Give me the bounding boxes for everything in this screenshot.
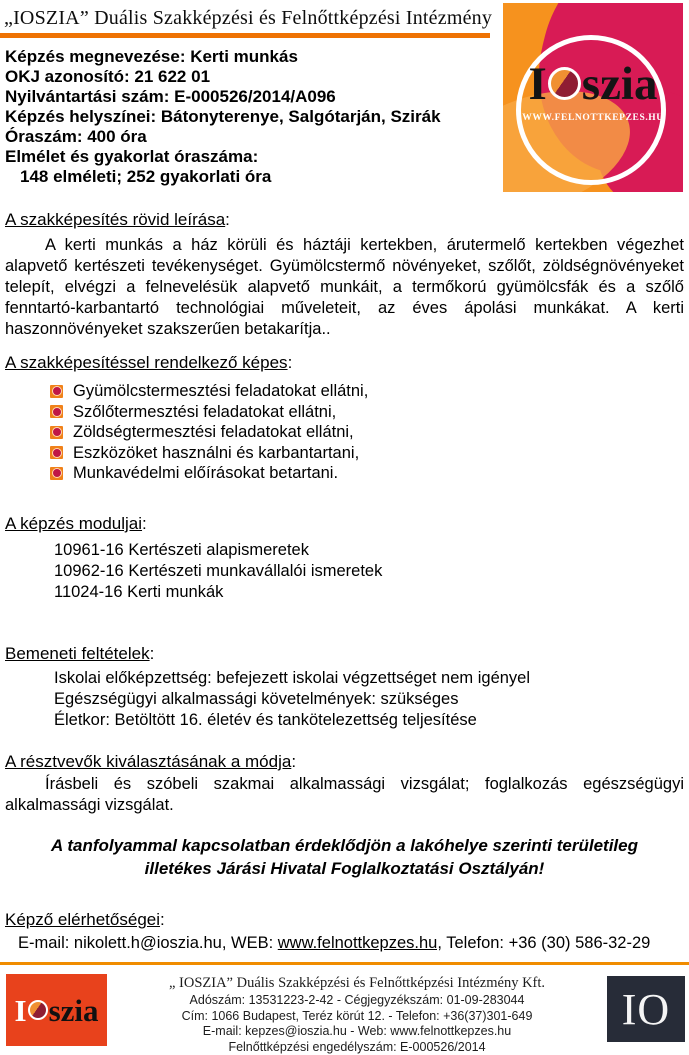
logo-letter-i: I bbox=[14, 995, 26, 1026]
theory-practice-label-line: Elmélet és gyakorlat óraszáma: bbox=[5, 147, 684, 167]
logo-o-circle-icon bbox=[548, 67, 581, 100]
section-heading-modules: A képzés moduljai: bbox=[5, 514, 684, 534]
description-paragraph: A kerti munkás a ház körüli és háztáji kertekben, árutermelő kertekben végezhet alapvető kertészeti tevékenységet. Gyümölcstermő növényeket, szőlőt, zöldségnövényeket telepít, elvégzi a felnevelésük alapvető munkáit, a termőkorú gyümölcsfák és a szőlő fenntartó-karbantartó technológiai műveleteit, az éves ápolási munkákat. A kerti haszonnövényeket szakszerűen betakarítja.. bbox=[5, 235, 684, 340]
entry-line: Életkor: Betöltött 16. életév és tankötelezettség teljesítése bbox=[54, 710, 684, 731]
logo-bullet-icon bbox=[50, 426, 63, 439]
institution-title: „IOSZIA” Duális Szakképzési és Felnőttképzési Intézmény bbox=[0, 0, 689, 31]
section-heading-entry: Bemeneti feltételek: bbox=[5, 644, 684, 664]
district-office-notice: A tanfolyammal kapcsolatban érdeklődjön a lakóhelye szerinti területileg illetékes Járási Hivatal Foglalkoztatási Osztályán! bbox=[5, 834, 684, 880]
logo-letters-szia: szia bbox=[49, 995, 99, 1026]
footer-address-line: Cím: 1066 Budapest, Teréz körút 12. - Telefon: +36(37)301-649 bbox=[107, 1009, 607, 1025]
logo-bullet-icon bbox=[50, 405, 63, 418]
logo-bullet-icon bbox=[50, 467, 63, 480]
footer-tax-line: Adószám: 13531223-2-42 - Cégjegyzékszám: 01-09-283044 bbox=[107, 993, 607, 1009]
locations-line: Képzés helyszínei: Bátonyterenye, Salgótarján, Szirák bbox=[5, 107, 684, 127]
modules-list bbox=[5, 540, 684, 603]
section-heading-contact: Képző elérhetőségei: bbox=[5, 910, 684, 930]
ioszia-logo bbox=[503, 3, 683, 192]
list-item: Munkavédelmi előírásokat betartani. bbox=[50, 464, 684, 482]
contact-line bbox=[5, 933, 684, 953]
okj-id-line: OKJ azonosító: 21 622 01 bbox=[5, 67, 684, 87]
logo-bullet-icon bbox=[50, 385, 63, 398]
theory-practice-hours-line: 148 elméleti; 252 gyakorlati óra bbox=[5, 167, 684, 187]
io-logo: IO bbox=[607, 976, 685, 1042]
entry-requirements-list bbox=[5, 668, 684, 731]
list-item: Gyümölcstermesztési feladatokat ellátni, bbox=[50, 382, 684, 400]
footer-contact-block bbox=[107, 974, 607, 1055]
module-line: 10962-16 Kertészeti munkavállalói ismeretek bbox=[54, 561, 684, 582]
footer bbox=[0, 965, 689, 1055]
logo-bullet-icon bbox=[50, 446, 63, 459]
logo-letters-szia: szia bbox=[582, 58, 658, 110]
ioszia-logo-small bbox=[6, 974, 107, 1046]
logo-o-circle-icon bbox=[28, 1000, 48, 1020]
section-heading-selection: A résztvevők kiválasztásának a módja: bbox=[5, 752, 684, 772]
entry-line: Iskolai előképzettség: befejezett iskolai végzettséget nem igényel bbox=[54, 668, 684, 689]
footer-company-name: „ IOSZIA” Duális Szakképzési és Felnőttképzési Intézmény Kft. bbox=[107, 975, 607, 992]
list-item: Eszközöket használni és karbantartani, bbox=[50, 444, 684, 462]
logo-wordmark bbox=[503, 61, 683, 108]
contact-email-text: E-mail: nikolett.h@ioszia.hu, WEB: bbox=[18, 934, 278, 952]
logo-website-text: WWW.FELNOTTKEPZES.HU bbox=[503, 113, 683, 123]
orange-divider-top bbox=[0, 33, 490, 38]
selection-paragraph: Írásbeli és szóbeli szakmai alkalmassági vizsgálat; foglalkozás egészségügyi alkalmassági vizsgálat. bbox=[5, 774, 684, 816]
registry-number-line: Nyilvántartási szám: E-000526/2014/A096 bbox=[5, 87, 684, 107]
footer-license-line: Felnőttképzési engedélyszám: E-000526/2014 bbox=[107, 1040, 607, 1055]
hours-line: Óraszám: 400 óra bbox=[5, 127, 684, 147]
logo-letter-i: I bbox=[528, 58, 546, 110]
module-line: 10961-16 Kertészeti alapismeretek bbox=[54, 540, 684, 561]
course-name-line: Képzés megnevezése: Kerti munkás bbox=[5, 47, 684, 67]
list-item: Szőlőtermesztési feladatokat ellátni, bbox=[50, 403, 684, 421]
section-heading-description: A szakképesítés rövid leírása: bbox=[5, 210, 684, 230]
list-item: Zöldségtermesztési feladatokat ellátni, bbox=[50, 423, 684, 441]
website-link[interactable]: www.felnottkepzes.hu, bbox=[278, 934, 442, 952]
capabilities-list bbox=[50, 382, 684, 482]
section-heading-capabilities: A szakképesítéssel rendelkező képes: bbox=[5, 353, 684, 373]
footer-email-web-line: E-mail: kepzes@ioszia.hu - Web: www.felnottkepzes.hu bbox=[107, 1024, 607, 1040]
module-line: 11024-16 Kerti munkák bbox=[54, 582, 684, 603]
entry-line: Egészségügyi alkalmassági követelmények: szükséges bbox=[54, 689, 684, 710]
contact-phone-text: Telefon: +36 (30) 586-32-29 bbox=[442, 934, 650, 952]
